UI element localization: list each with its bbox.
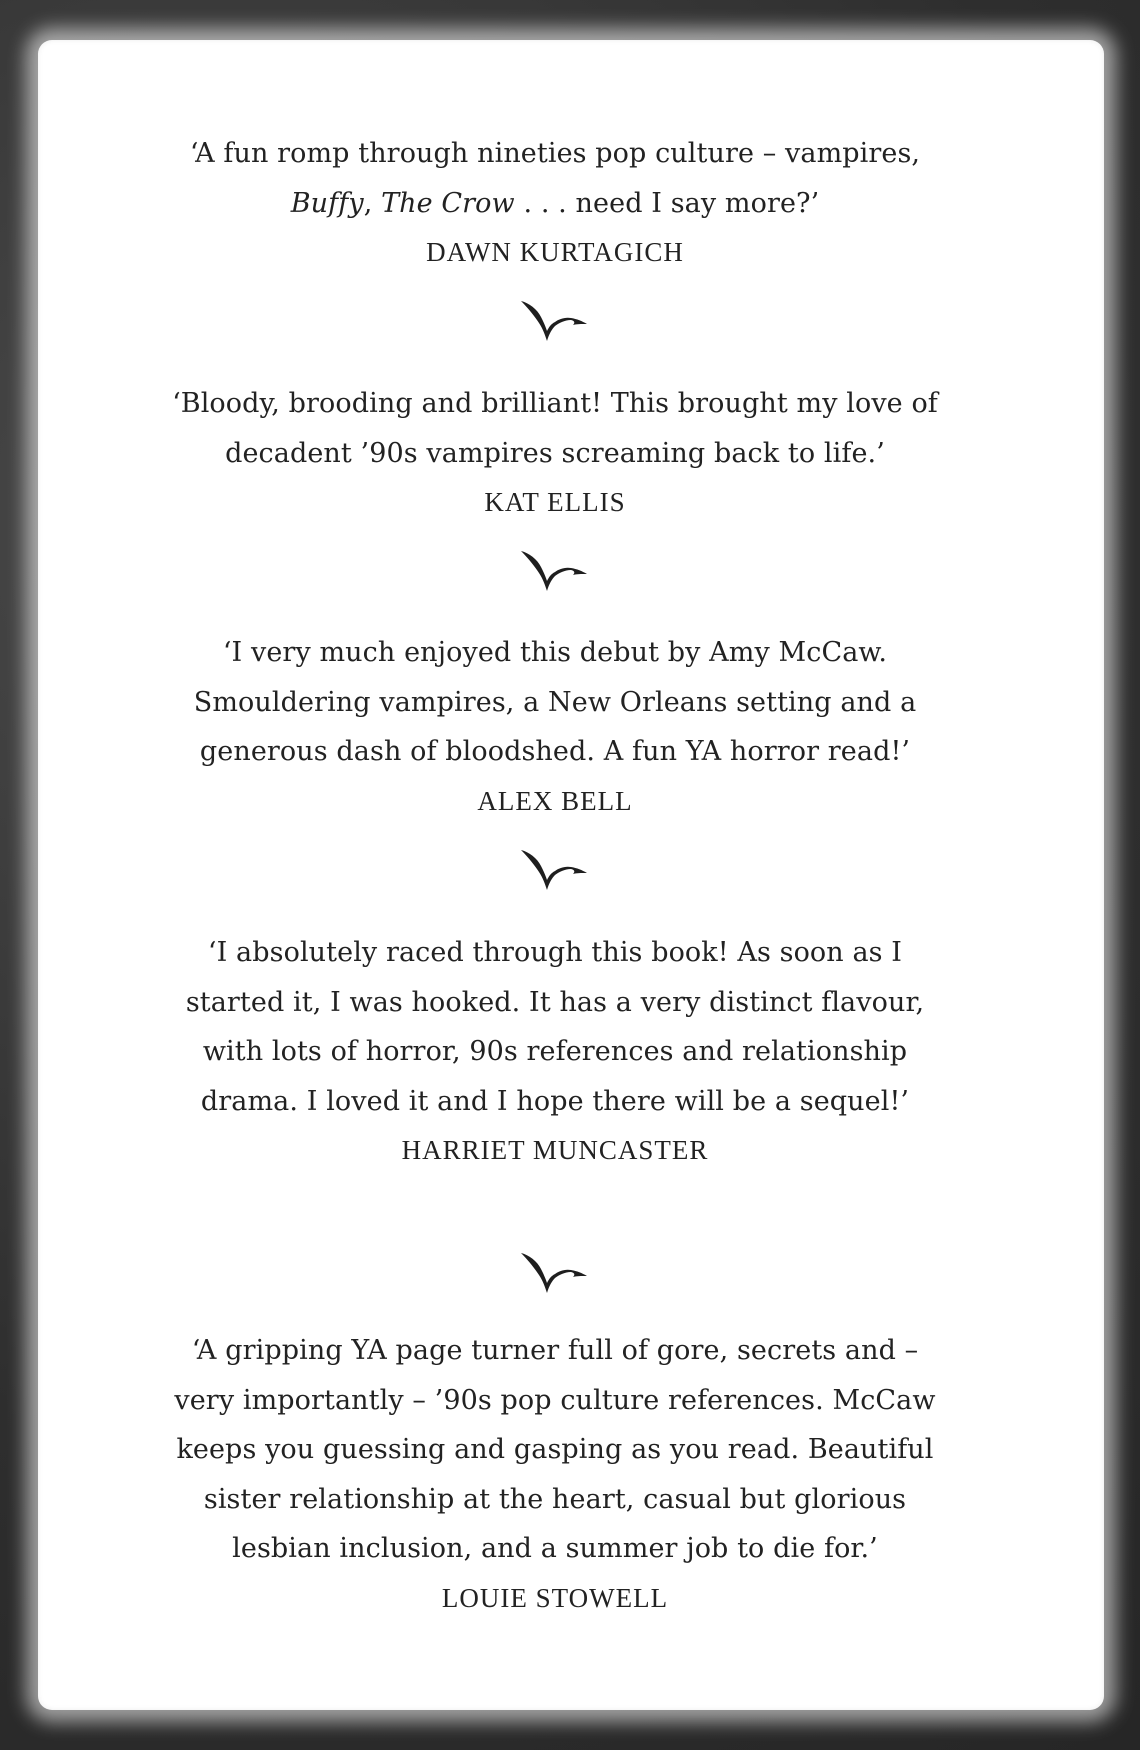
testimonial-5 — [0, 1326, 1110, 1623]
quote-author: ALEX BELL — [477, 785, 633, 816]
quote-author: KAT ELLIS — [484, 487, 626, 517]
testimonial-4 — [0, 928, 1110, 1176]
quote-italic-title: The Crow — [381, 187, 515, 219]
quote-line: generous dash of bloodshed. A fun YA horror read!’ — [199, 736, 911, 767]
quote-author: LOUIE STOWELL — [441, 1582, 669, 1613]
quote-line: Smouldering vampires, a New Orleans setting and a — [193, 686, 917, 718]
quote-line: lesbian inclusion, and a summer job to die for.’ — [232, 1533, 878, 1564]
testimonial-3 — [0, 628, 1110, 826]
bat-icon — [519, 547, 589, 593]
quote-line: decadent ’90s vampires screaming back to life.’ — [225, 437, 885, 469]
quote-line-end: . . . need I say more?’ — [514, 187, 820, 219]
bat-icon — [519, 1249, 589, 1295]
testimonial-1 — [0, 129, 1110, 278]
quote-author: HARRIET MUNCASTER — [401, 1135, 709, 1165]
quote-line: drama. I loved it and I hope there will be a sequel!’ — [200, 1085, 910, 1117]
bat-icon — [519, 297, 589, 343]
quote-line: keeps you guessing and gasping as you read. Beautiful — [176, 1434, 934, 1465]
quote-line — [0, 179, 1110, 229]
quote-line: sister relationship at the heart, casual but glorious — [203, 1483, 907, 1515]
quote-line: with lots of horror, 90s references and relationship — [202, 1036, 908, 1067]
quote-author: DAWN KURTAGICH — [426, 237, 684, 267]
quote-separator: , — [363, 187, 382, 219]
quote-italic-title: Buffy — [290, 187, 364, 219]
bat-icon — [519, 846, 589, 892]
quote-line: ‘A gripping YA page turner full of gore, secrets and – — [191, 1335, 919, 1366]
quote-line: ‘Bloody, brooding and brilliant! This brought my love of — [172, 388, 938, 419]
testimonial-2 — [0, 379, 1110, 528]
quote-line: ‘I very much enjoyed this debut by Amy McCaw. — [222, 637, 888, 668]
quote-line: ‘A fun romp through nineties pop culture – vampires, — [189, 138, 921, 169]
quote-line: ‘I absolutely raced through this book! As soon as I — [207, 937, 903, 968]
quote-line: very importantly – ’90s pop culture references. McCaw — [174, 1384, 936, 1416]
quote-line: started it, I was hooked. It has a very distinct flavour, — [185, 986, 925, 1018]
